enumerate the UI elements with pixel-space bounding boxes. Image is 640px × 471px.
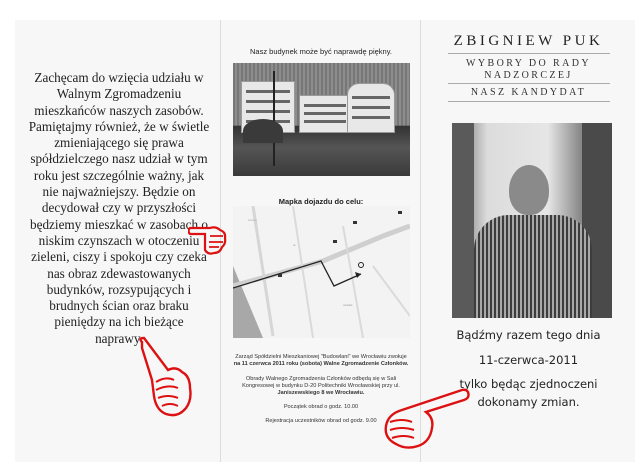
text-line: spółdzielczego nasz udział w tym [30,151,208,167]
text-line: będziemy mieszkać w zasobach o [30,216,208,232]
election-title: WYBORY DO RADY [466,58,591,69]
notice-line: Obrady Walnego Zgromadzenia Członków odbędą się w Sali [245,376,397,382]
slogan-line: tylko będąc zjednoczeni [459,377,598,391]
text-line: nie najważniejszy. Będzie on [42,184,196,200]
photo-caption: Nasz budynek może być naprawdę piękny. [249,47,393,56]
election-title: NADZORCZEJ [484,70,573,81]
divider [448,53,610,54]
text-line: zmieniającego się prawa [54,135,184,151]
text-line: Zachęcam do wzięcia udziału w [34,70,204,85]
text-line: nas obraz zdewastowanych [47,265,191,281]
text-line: Pamiętajmy również, że w świetle [28,118,210,134]
notice-line: na 11 czerwca 2011 roku (sobota) Walne Zgromadzenie Członków. [233,361,409,368]
pointing-hand-icon [138,336,198,420]
svg-text:ul.: ul. [293,243,297,247]
divider [448,101,610,102]
slogan-line: dokonamy zmian. [477,395,580,409]
notice-line: Zarząd Spółdzielni Mieszkaniowej "Budowlani" we Wrocławiu zwołuje [235,354,407,360]
text-line: mieszkańców naszych zasobów. [34,102,204,118]
slogan-date: 11-czerwca-2011 [478,353,579,367]
candidate-name: ZBIGNIEW PUK [453,33,604,49]
start-time: Początek obrad o godz. 10.00 [283,404,359,410]
candidate-photo [452,123,612,318]
text-line: budynków, rozsypujących i [46,281,192,297]
pointing-hand-icon [378,388,470,452]
text-line: decydował czy w przyszłości [41,200,197,216]
registration-time: Rejestracja uczestników obrad od godz. 9.00 [265,418,377,424]
notice-line: Janiszewskiego 8 we Wrocławiu. [277,390,365,397]
svg-text:osiedle: osiedle [343,303,353,307]
assembly-notice [226,354,416,368]
pointing-hand-icon [188,222,228,258]
text-line: pieniędzy na ich bieżące [54,314,184,330]
tagline: NASZ KANDYDAT [470,87,587,98]
slogan-line: Bądźmy razem tego dnia [456,328,601,342]
map-title: Mapka dojazdu do celu: [278,197,364,206]
divider [448,83,610,84]
text-line: brudnych ścian oraz braku [49,298,189,314]
map-icon [233,206,410,338]
appeal-paragraph [21,70,217,347]
svg-text:Lorem: Lorem [248,218,257,222]
notice-line: Kongresowej w budynku D-20 Politechniki Wrocławskiej przy ul. [242,383,400,390]
directions-map [233,206,410,338]
text-line: zieleni, ciszy i spokoju czy czeka [31,249,207,265]
text-line: Walnym Zgromadzeniu [56,86,182,102]
text-line: niskim czynszach w otoczeniu [38,232,200,248]
building-photo [233,63,410,176]
text-line: roku jest szczególnie ważny, jak [33,167,205,183]
text-line: naprawy. [95,330,143,346]
